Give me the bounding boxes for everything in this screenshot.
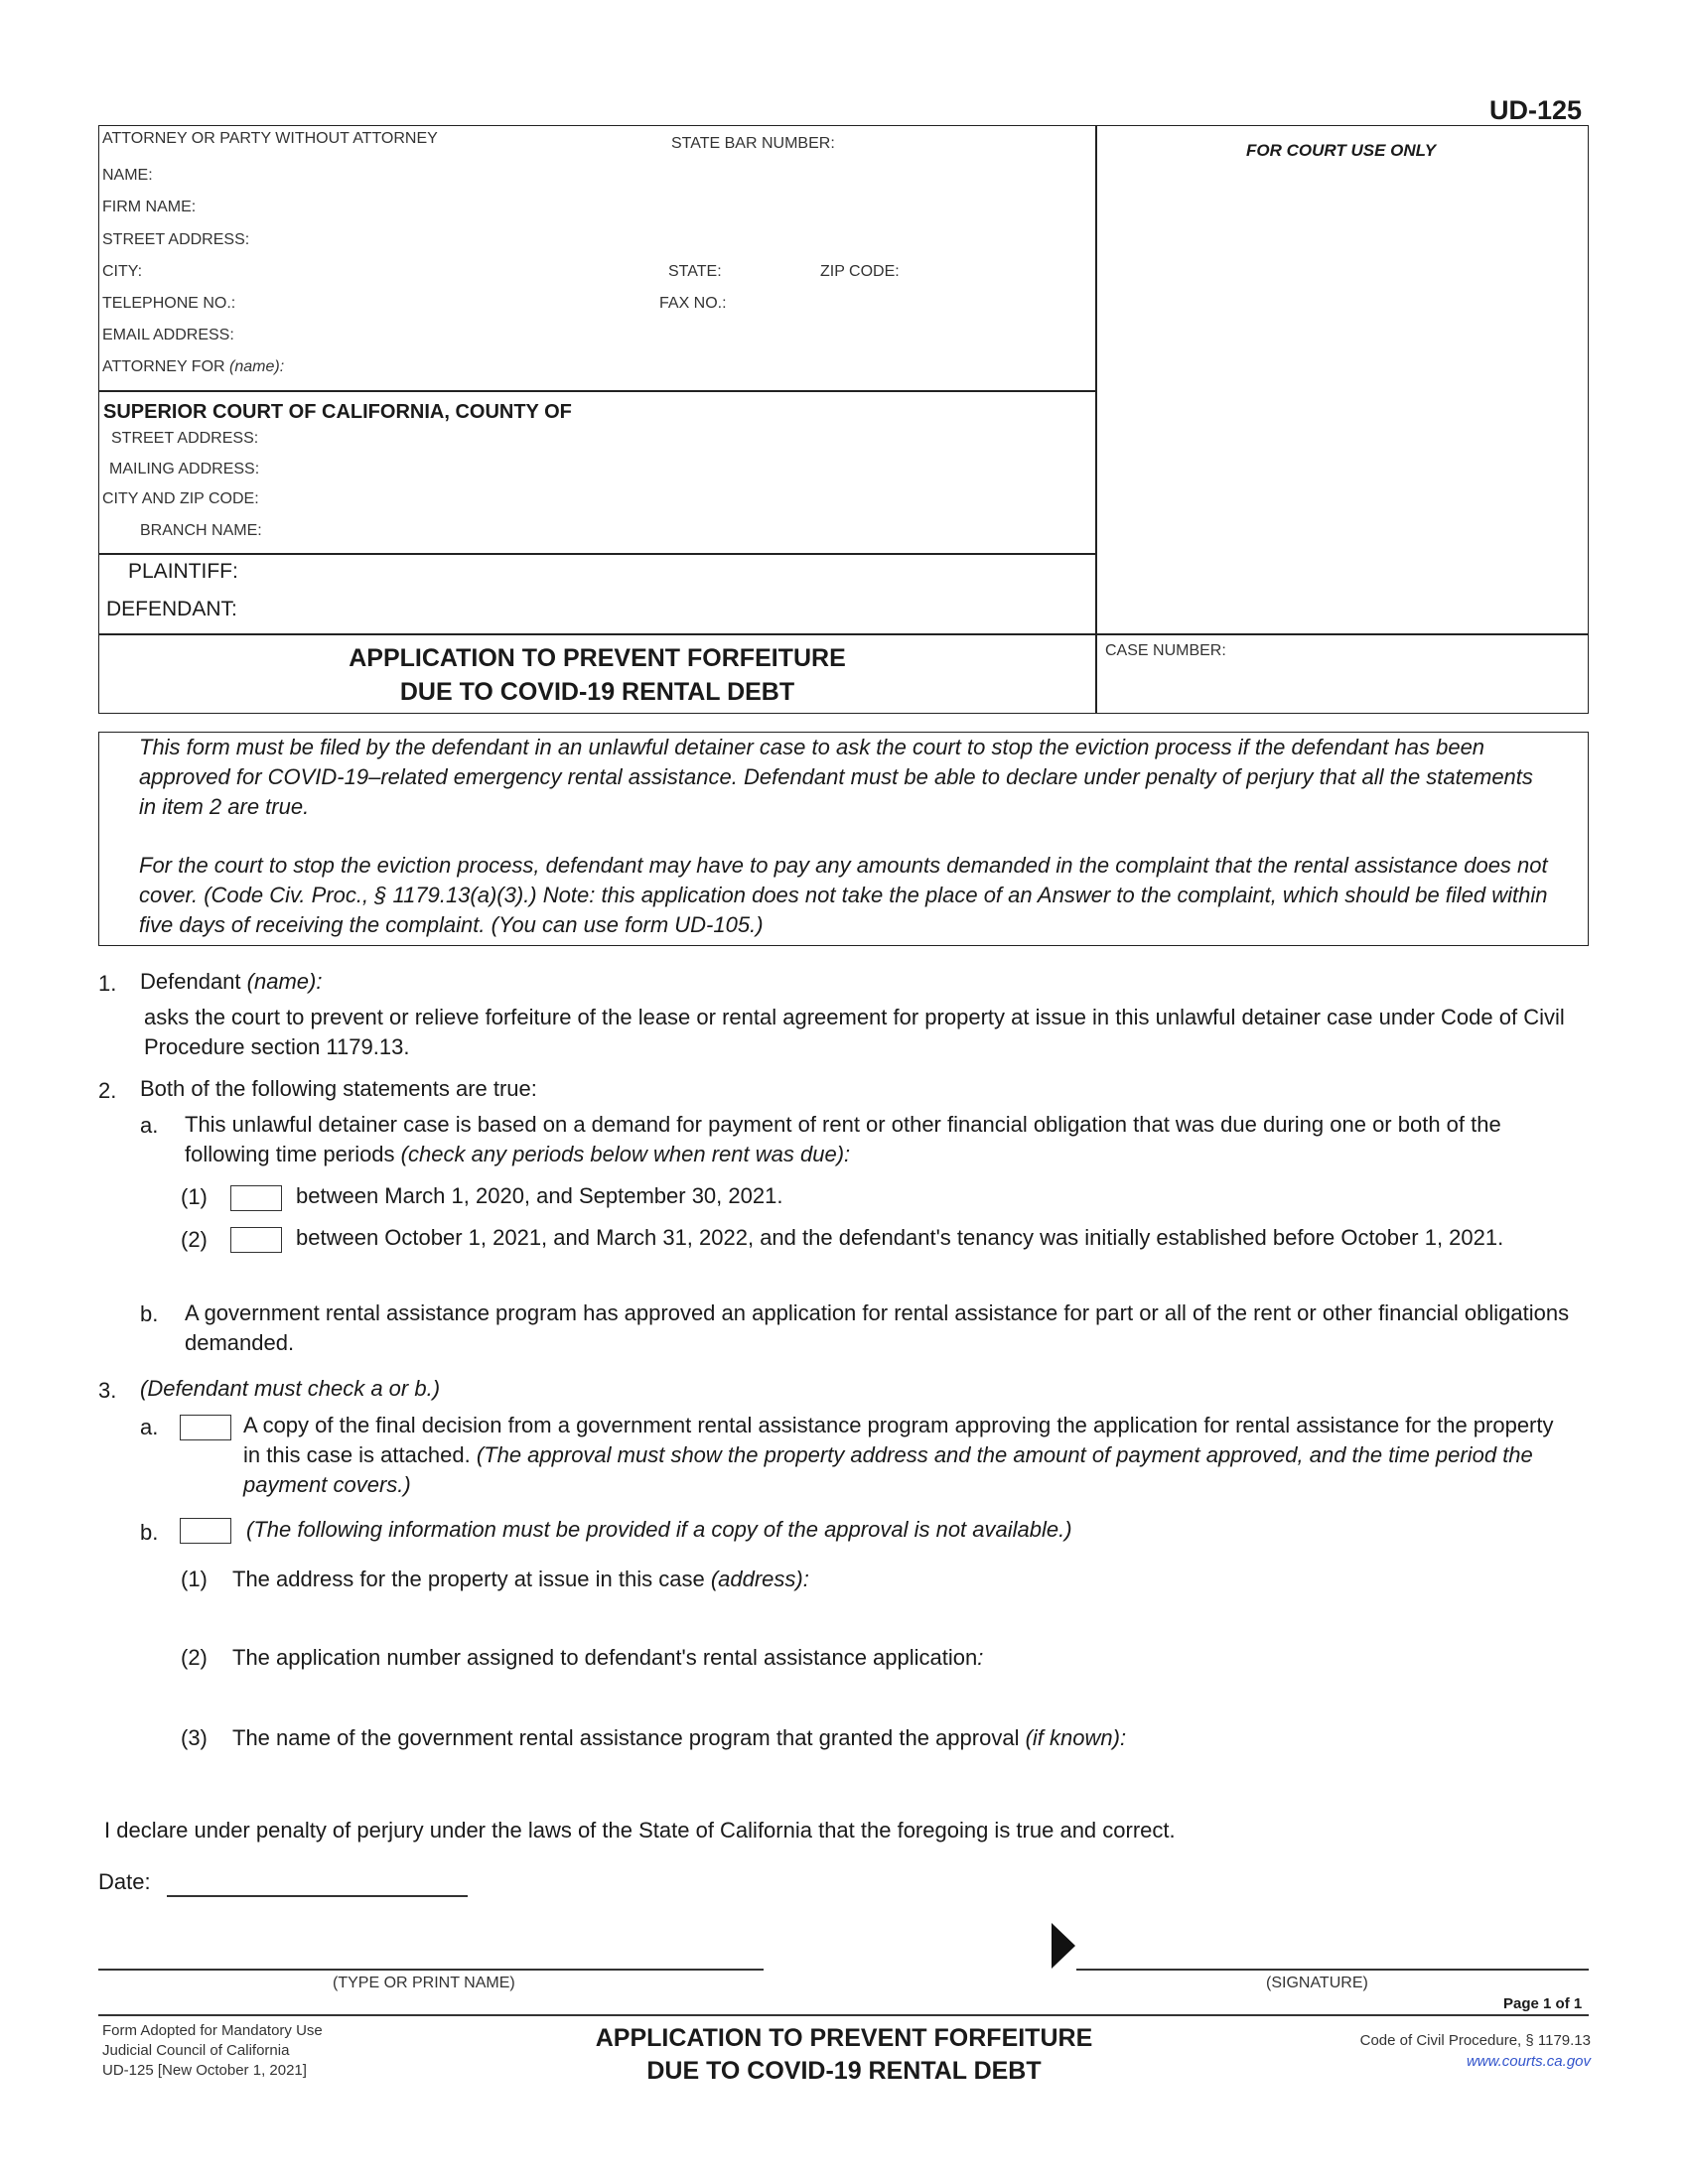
instructions-paragraph-2: For the court to stop the eviction process, defendant may have to pay any amounts demanded in the complaint that the rental assistance does not cover. (Code Civ. Proc., § 1179.13(a)(3).) Note: this application does not take the place of an Answer to the complaint, which should be filed within five days of receiving the complaint. (You can use form UD-105.) bbox=[139, 853, 1548, 937]
telephone-label: TELEPHONE NO.: bbox=[102, 295, 236, 312]
declaration-text: I declare under penalty of perjury under the laws of the State of California that the foregoing is true and correct. bbox=[104, 1818, 1176, 1843]
item-3b-checkbox[interactable] bbox=[180, 1518, 231, 1544]
for-court-use-label: FOR COURT USE ONLY bbox=[1246, 141, 1437, 160]
caption-box bbox=[98, 125, 1589, 714]
fax-label: FAX NO.: bbox=[659, 295, 727, 312]
court-city-label: CITY AND ZIP CODE: bbox=[102, 490, 259, 507]
attorney-label: ATTORNEY OR PARTY WITHOUT ATTORNEY bbox=[102, 130, 438, 147]
item-3b3-text: The name of the government rental assistance program that granted the approval (if known): bbox=[232, 1725, 1127, 1750]
instructions-box bbox=[98, 732, 1589, 946]
footer-divider bbox=[98, 2014, 1589, 2016]
item-3b1-number: (1) bbox=[181, 1567, 208, 1591]
period-1-checkbox[interactable] bbox=[230, 1185, 282, 1211]
date-label: Date: bbox=[98, 1869, 151, 1894]
page-number: Page 1 of 1 bbox=[1503, 1995, 1583, 2012]
item-2b-text: A government rental assistance program has approved an application for rental assistance for part or all of the rent or other financial obligations demanded. bbox=[185, 1300, 1570, 1355]
item-2-number: 2. bbox=[98, 1078, 117, 1103]
case-number-label: CASE NUMBER: bbox=[1105, 642, 1226, 659]
item-3b3-number: (3) bbox=[181, 1725, 208, 1750]
email-label: EMAIL ADDRESS: bbox=[102, 327, 234, 343]
state-bar-label: STATE BAR NUMBER: bbox=[671, 135, 835, 152]
form-title-line1: APPLICATION TO PREVENT FORFEITURE bbox=[349, 644, 846, 672]
court-mailing-label: MAILING ADDRESS: bbox=[109, 461, 260, 478]
item-3b-text: (The following information must be provided if a copy of the approval is not available.) bbox=[246, 1517, 1072, 1542]
street-address-label: STREET ADDRESS: bbox=[102, 231, 250, 248]
footer-website-link[interactable]: www.courts.ca.gov bbox=[1466, 2053, 1591, 2070]
item-3-text: (Defendant must check a or b.) bbox=[140, 1376, 441, 1401]
state-label: STATE: bbox=[668, 263, 722, 280]
item-1-number: 1. bbox=[98, 971, 117, 996]
zip-code-label: ZIP CODE: bbox=[820, 263, 900, 280]
name-label: NAME: bbox=[102, 167, 153, 184]
court-street-label: STREET ADDRESS: bbox=[111, 430, 259, 447]
print-name-label: (TYPE OR PRINT NAME) bbox=[333, 1975, 515, 1991]
plaintiff-label: PLAINTIFF: bbox=[128, 560, 238, 583]
form-id: UD-125 bbox=[1489, 95, 1583, 125]
item-1-text: asks the court to prevent or relieve forfeiture of the lease or rental agreement for property at issue in this unlawful detainer case under Code of Civil Procedure section 1179.13. bbox=[144, 1005, 1565, 1059]
footer-title-line1: APPLICATION TO PREVENT FORFEITURE bbox=[595, 2024, 1093, 2052]
date-field[interactable] bbox=[167, 1895, 468, 1897]
period-2-checkbox[interactable] bbox=[230, 1227, 282, 1253]
item-2a1-text: between March 1, 2020, and September 30, 2021. bbox=[296, 1183, 783, 1208]
item-3b2-number: (2) bbox=[181, 1645, 208, 1670]
item-2a1-number: (1) bbox=[181, 1184, 208, 1209]
item-2-text: Both of the following statements are true: bbox=[140, 1076, 537, 1101]
item-2a-text: This unlawful detainer case is based on a demand for payment of rent or other financial obligation that was due during one or both of the following time periods (check any periods below when rent was due): bbox=[185, 1112, 1501, 1166]
court-branch-label: BRANCH NAME: bbox=[140, 522, 262, 539]
item-3b1-text: The address for the property at issue in this case (address): bbox=[232, 1567, 809, 1591]
item-2a-letter: a. bbox=[140, 1113, 159, 1138]
footer-adopted: Form Adopted for Mandatory Use Judicial Council of California UD-125 [New October 1, 2021] bbox=[102, 2022, 323, 2079]
signature-field[interactable] bbox=[1076, 1969, 1589, 1971]
item-3-number: 3. bbox=[98, 1378, 117, 1403]
signature-arrow-icon bbox=[1052, 1923, 1075, 1969]
court-name: SUPERIOR COURT OF CALIFORNIA, COUNTY OF bbox=[103, 401, 572, 423]
footer-code: Code of Civil Procedure, § 1179.13 bbox=[1359, 2032, 1591, 2049]
item-2b-letter: b. bbox=[140, 1301, 159, 1326]
item-2a2-number: (2) bbox=[181, 1227, 208, 1252]
item-3a-checkbox[interactable] bbox=[180, 1415, 231, 1440]
print-name-field[interactable] bbox=[98, 1969, 764, 1971]
item-3b-letter: b. bbox=[140, 1520, 159, 1545]
instructions-paragraph-1: This form must be filed by the defendant in an unlawful detainer case to ask the court to stop the eviction process if the defendant has been approved for COVID-19–related emergency rental assistance. Defendant must be able to declare under penalty of perjury that all the statements in item 2 are true. bbox=[139, 735, 1533, 819]
attorney-for-label: ATTORNEY FOR (name): bbox=[102, 358, 285, 375]
defendant-label: DEFENDANT: bbox=[106, 598, 237, 620]
item-2a2-text: between October 1, 2021, and March 31, 2022, and the defendant's tenancy was initially established before October 1, 2021. bbox=[296, 1225, 1504, 1250]
signature-label: (SIGNATURE) bbox=[1266, 1975, 1368, 1991]
city-label: CITY: bbox=[102, 263, 143, 280]
item-3a-text: A copy of the final decision from a government rental assistance program approving the application for rental assistance for the property in this case is attached. (The approval must show the property address and the amount of payment approved, and the time period the payment covers.) bbox=[243, 1413, 1554, 1497]
form-title-line2: DUE TO COVID-19 RENTAL DEBT bbox=[399, 678, 795, 706]
firm-name-label: FIRM NAME: bbox=[102, 199, 197, 215]
item-3b2-text: The application number assigned to defendant's rental assistance application: bbox=[232, 1645, 984, 1670]
footer-title-line2: DUE TO COVID-19 RENTAL DEBT bbox=[646, 2057, 1042, 2085]
item-3a-letter: a. bbox=[140, 1415, 159, 1439]
item-1-label: Defendant (name): bbox=[140, 969, 323, 994]
